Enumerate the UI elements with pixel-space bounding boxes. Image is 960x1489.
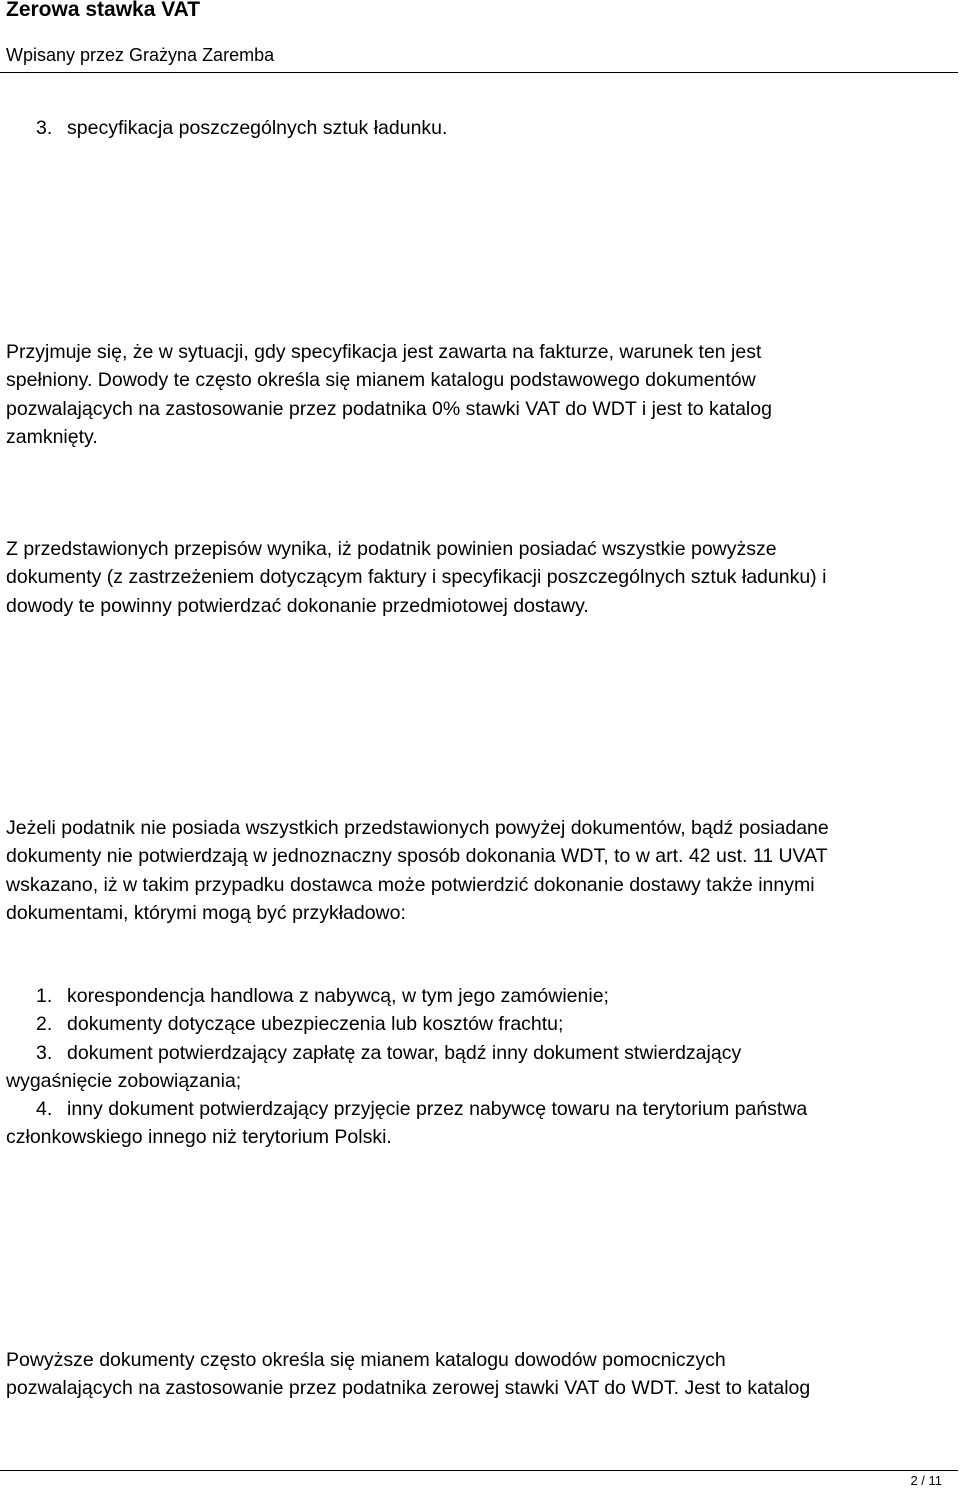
list-number: 3. <box>36 117 53 139</box>
list-number: 4. <box>36 1098 53 1121</box>
list-text: inny dokument potwierdzający przyjęcie przez nabywcę towaru na terytorium państwa <box>67 1098 808 1121</box>
paragraph-line: pozwalających na zastosowanie przez podatnika zerowej stawki VAT do WDT. Jest to katalog <box>6 1377 811 1400</box>
list-text: dokument potwierdzający zapłatę za towar, bądź inny dokument stwierdzający <box>67 1041 742 1064</box>
list-number: 3. <box>36 1041 53 1064</box>
list-number: 1. <box>36 985 53 1007</box>
paragraph-line: dokumenty nie potwierdzają w jednoznaczny sposób dokonania WDT, to w art. 42 ust. 11 UVAT <box>6 845 828 868</box>
paragraph-line: zamknięty. <box>6 425 98 448</box>
paragraph-line: Z przedstawionych przepisów wynika, iż podatnik powinien posiadać wszystkie powyższe <box>6 538 777 560</box>
list-item <box>6 1039 956 1067</box>
paragraph-line: wskazano, iż w takim przypadku dostawca może potwierdzić dokonanie dostawy także innymi <box>6 873 815 896</box>
list-item <box>6 114 447 142</box>
page-number: 2 / 11 <box>910 1473 942 1488</box>
paragraph-2 <box>6 535 956 620</box>
numbered-list <box>6 982 956 1152</box>
list-item <box>6 982 956 1010</box>
paragraph-line: Powyższe dokumenty często określa się mianem katalogu dowodów pomocniczych <box>6 1349 726 1371</box>
paragraph-line: pozwalających na zastosowanie przez podatnika 0% stawki VAT do WDT i jest to katalog <box>6 397 772 420</box>
paragraph-line: Jeżeli podatnik nie posiada wszystkich przedstawionych powyżej dokumentów, bądź posiadane <box>6 817 829 839</box>
paragraph-line: dokumentami, którymi mogą być przykładowo: <box>6 901 406 924</box>
footer-divider <box>0 1470 958 1471</box>
list-text: specyfikacja poszczególnych sztuk ładunku. <box>67 117 448 139</box>
list-item-continuation: wygaśnięcie zobowiązania; <box>6 1069 242 1092</box>
header-divider <box>0 72 958 73</box>
paragraph-line: Przyjmuje się, że w sytuacji, gdy specyfikacja jest zawarta na fakturze, warunek ten jest <box>6 341 762 363</box>
list-text: korespondencja handlowa z nabywcą, w tym jego zamówienie; <box>67 985 609 1007</box>
paragraph-line: dowody te powinny potwierdzać dokonanie przedmiotowej dostawy. <box>6 594 589 617</box>
article-title: Zerowa stawka VAT <box>6 0 201 21</box>
author-line: Wpisany przez Grażyna Zaremba <box>6 45 275 65</box>
paragraph-3 <box>6 814 956 927</box>
list-item <box>6 1010 956 1038</box>
paragraph-1 <box>6 338 956 451</box>
list-item <box>6 1095 956 1123</box>
paragraph-4 <box>6 1346 956 1403</box>
list-item-continuation: członkowskiego innego niż terytorium Polski. <box>6 1126 392 1149</box>
paragraph-line: dokumenty (z zastrzeżeniem dotyczącym faktury i specyfikacji poszczególnych sztuk ładunku) i <box>6 566 827 589</box>
list-number: 2. <box>36 1013 53 1036</box>
paragraph-line: spełniony. Dowody te często określa się mianem katalogu podstawowego dokumentów <box>6 369 756 392</box>
list-text: dokumenty dotyczące ubezpieczenia lub kosztów frachtu; <box>67 1013 564 1036</box>
